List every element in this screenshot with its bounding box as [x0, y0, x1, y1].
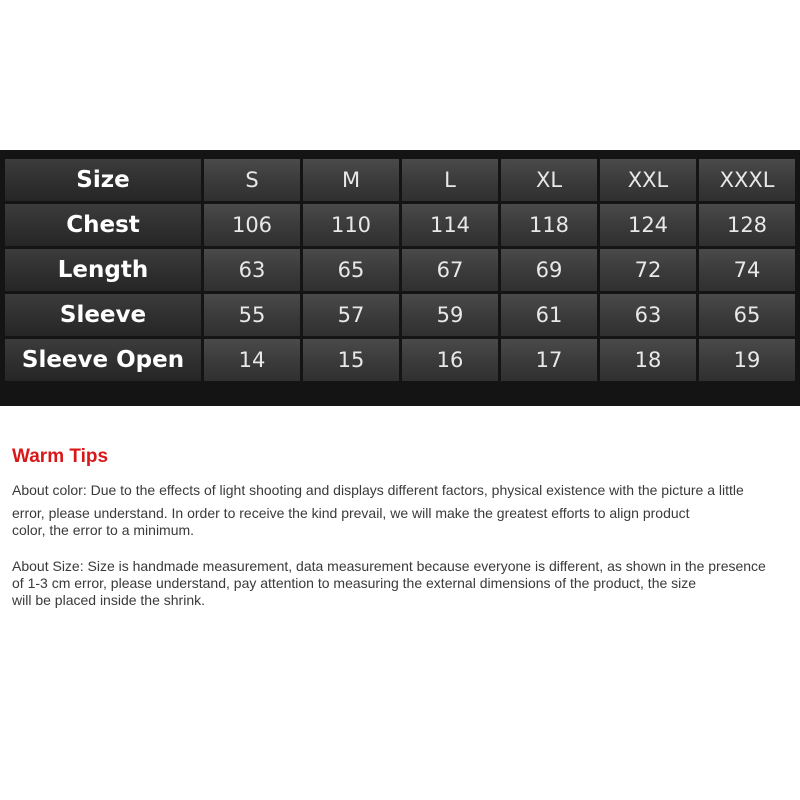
header-row: [5, 159, 795, 201]
table-cell: 67: [402, 249, 498, 291]
row-label-sleeve: Sleeve: [5, 294, 201, 336]
header-cell-xxxl: XXXL: [699, 159, 795, 201]
table-cell: 15: [303, 339, 399, 381]
warm-tips-title: Warm Tips: [12, 446, 109, 467]
table-cell: 17: [501, 339, 597, 381]
table-row-sleeve-open: [5, 339, 795, 381]
table-cell: 74: [699, 249, 795, 291]
size-tip-line-2: of 1-3 cm error, please understand, pay attention to measuring the external dimensions of the product, the size: [12, 575, 697, 591]
header-cell-l: L: [402, 159, 498, 201]
table-cell: 65: [699, 294, 795, 336]
size-tip-line-3: will be placed inside the shrink.: [12, 592, 205, 608]
table-cell: 14: [204, 339, 300, 381]
table-cell: 18: [600, 339, 696, 381]
size-tip-line-1: About Size: Size is handmade measurement, data measurement because everyone is different, as shown in the presence: [12, 558, 766, 574]
header-cell-xl: XL: [501, 159, 597, 201]
size-table: [2, 156, 798, 384]
table-cell: 63: [204, 249, 300, 291]
warm-tips-section: [12, 446, 798, 609]
table-cell: 61: [501, 294, 597, 336]
row-label-sleeve-open: Sleeve Open: [5, 339, 201, 381]
table-row-chest: [5, 204, 795, 246]
table-cell: 128: [699, 204, 795, 246]
table-cell: 106: [204, 204, 300, 246]
table-cell: 65: [303, 249, 399, 291]
table-row-sleeve: [5, 294, 795, 336]
size-chart: [0, 150, 800, 406]
table-cell: 72: [600, 249, 696, 291]
table-cell: 19: [699, 339, 795, 381]
header-cell-xxl: XXL: [600, 159, 696, 201]
table-cell: 124: [600, 204, 696, 246]
table-cell: 55: [204, 294, 300, 336]
table-cell: 110: [303, 204, 399, 246]
row-label-length: Length: [5, 249, 201, 291]
color-tip-line-1: About color: Due to the effects of light shooting and displays different factors, physical existence with the picture a little: [12, 482, 744, 498]
color-tip-line-2: error, please understand. In order to receive the kind prevail, we will make the greatest efforts to align product: [12, 505, 690, 521]
header-cell-size: Size: [5, 159, 201, 201]
header-cell-m: M: [303, 159, 399, 201]
row-label-chest: Chest: [5, 204, 201, 246]
table-cell: 118: [501, 204, 597, 246]
color-tip-line-3: color, the error to a minimum.: [12, 522, 195, 538]
table-cell: 114: [402, 204, 498, 246]
table-cell: 59: [402, 294, 498, 336]
table-cell: 69: [501, 249, 597, 291]
table-cell: 57: [303, 294, 399, 336]
table-row-length: [5, 249, 795, 291]
table-cell: 16: [402, 339, 498, 381]
header-cell-s: S: [204, 159, 300, 201]
table-cell: 63: [600, 294, 696, 336]
